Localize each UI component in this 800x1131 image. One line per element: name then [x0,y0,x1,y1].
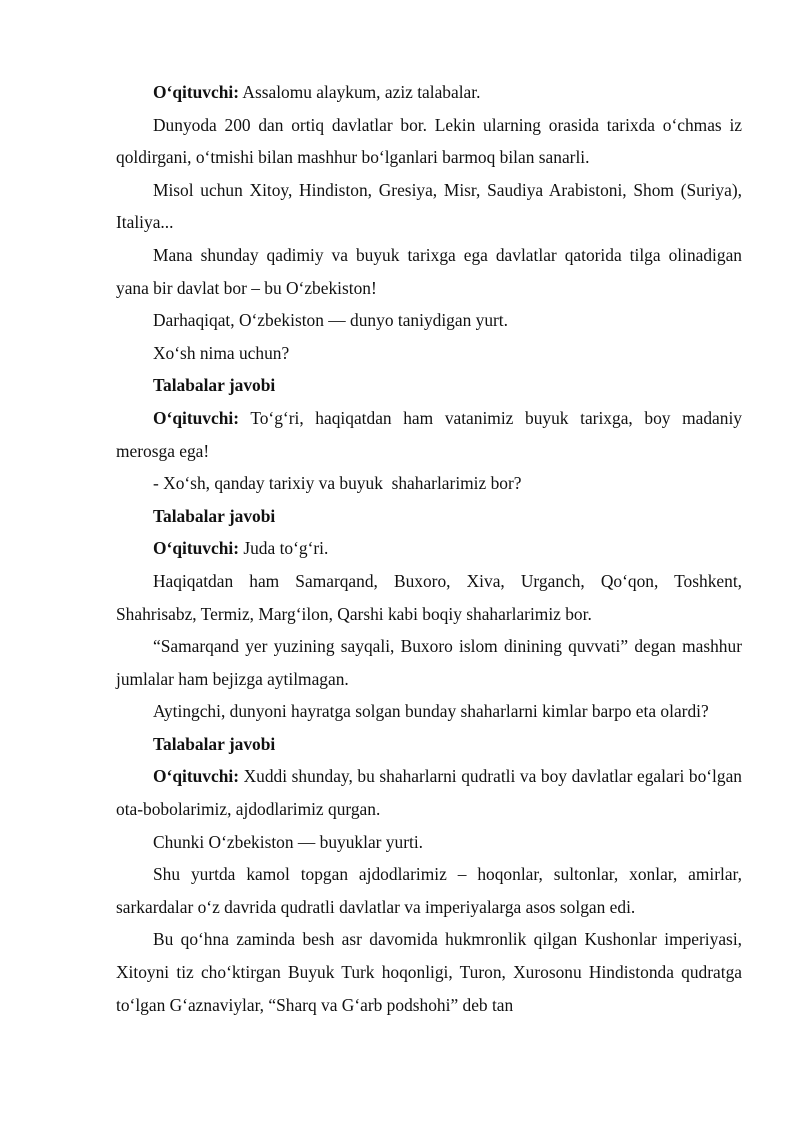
paragraph-text: “Samarqand yer yuzining sayqali, Buxoro islom dinining quvvati” degan mashhur jumlalar ham bejizga aytilmagan. [116,636,742,689]
paragraph-text: Chunki O‘zbekiston — buyuklar yurti. [153,831,424,852]
paragraph-16 [116,760,742,825]
paragraph-text: Darhaqiqat, O‘zbekiston — dunyo taniydigan yurt. [153,310,508,331]
paragraph-9 [116,467,742,500]
paragraph-14 [116,695,742,728]
paragraph-1 [116,76,742,109]
paragraph-text: Shu yurtda kamol topgan ajdodlarimiz – hoqonlar, sultonlar, xonlar, amirlar, sarkardalar o‘z davrida qudratli davlatlar va imperiyalarga asos solgan edi. [116,864,742,917]
paragraph-12 [116,565,742,630]
student-answer-heading: Talabalar javobi [153,375,276,396]
paragraph-17 [116,826,742,859]
paragraph-text: Xuddi shunday, bu shaharlarni qudratli va boy davlatlar egalari bo‘lgan ota-bobolarimiz, ajdodlarimiz qurgan. [116,766,742,820]
paragraph-10 [116,500,742,533]
paragraph-text: To‘g‘ri, haqiqatdan ham vatanimiz buyuk tarixga, boy madaniy merosga ega! [116,407,742,461]
paragraph-13 [116,630,742,695]
paragraph-text: Juda to‘g‘ri. [239,538,329,559]
speaker-label: O‘qituvchi: [153,766,239,787]
paragraph-text: Haqiqatdan ham Samarqand, Buxoro, Xiva, Urganch, Qo‘qon, Toshkent, Shahrisabz, Termiz, Marg‘ilon, Qarshi kabi boqiy shaharlarimiz bor. [116,570,742,624]
paragraph-text: Misol uchun Xitoy, Hindiston, Gresiya, Misr, Saudiya Arabistoni, Shom (Suriya), Italiya... [116,179,742,233]
paragraph-8 [116,402,742,467]
paragraph-4 [116,239,742,304]
paragraph-text: Assalomu alaykum, aziz talabalar. [239,82,481,102]
paragraph-3 [116,174,742,239]
paragraph-15 [116,728,742,761]
paragraph-18 [116,858,742,923]
speaker-label: O‘qituvchi: [153,82,239,102]
paragraph-text: Mana shunday qadimiy va buyuk tarixga ega davlatlar qatorida tilga olinadigan yana bir davlat bor – bu O‘zbekiston! [116,244,742,298]
paragraph-7 [116,369,742,402]
paragraph-19 [116,923,742,1021]
speaker-label: O‘qituvchi: [153,407,239,428]
speaker-label: O‘qituvchi: [153,538,239,559]
paragraph-6 [116,337,742,370]
paragraph-11 [116,532,742,565]
paragraph-text: - Xo‘sh, qanday tarixiy va buyuk shaharlarimiz bor? [153,473,522,494]
student-answer-heading: Talabalar javobi [153,733,276,754]
paragraph-text: Xo‘sh nima uchun? [153,342,290,363]
paragraph-2 [116,109,742,174]
paragraph-text: Aytingchi, dunyoni hayratga solgan bunday shaharlarni kimlar barpo eta olardi? [153,701,709,722]
paragraph-text: Dunyoda 200 dan ortiq davlatlar bor. Lekin ularning orasida tarixda o‘chmas iz qoldirgani, o‘tmishi bilan mashhur bo‘lganlari barmoq bilan sanarli. [116,114,742,168]
paragraph-5 [116,304,742,337]
student-answer-heading: Talabalar javobi [153,505,276,526]
paragraph-text: Bu qo‘hna zaminda besh asr davomida hukmronlik qilgan Kushonlar imperiyasi, Xitoyni tiz cho‘ktirgan Buyuk Turk hoqonligi, Turon, Xurosonu Hindistonda qudratga to‘lgan G‘aznaviylar, “Sharq va G‘arb podshohi” deb tan [116,929,742,1015]
